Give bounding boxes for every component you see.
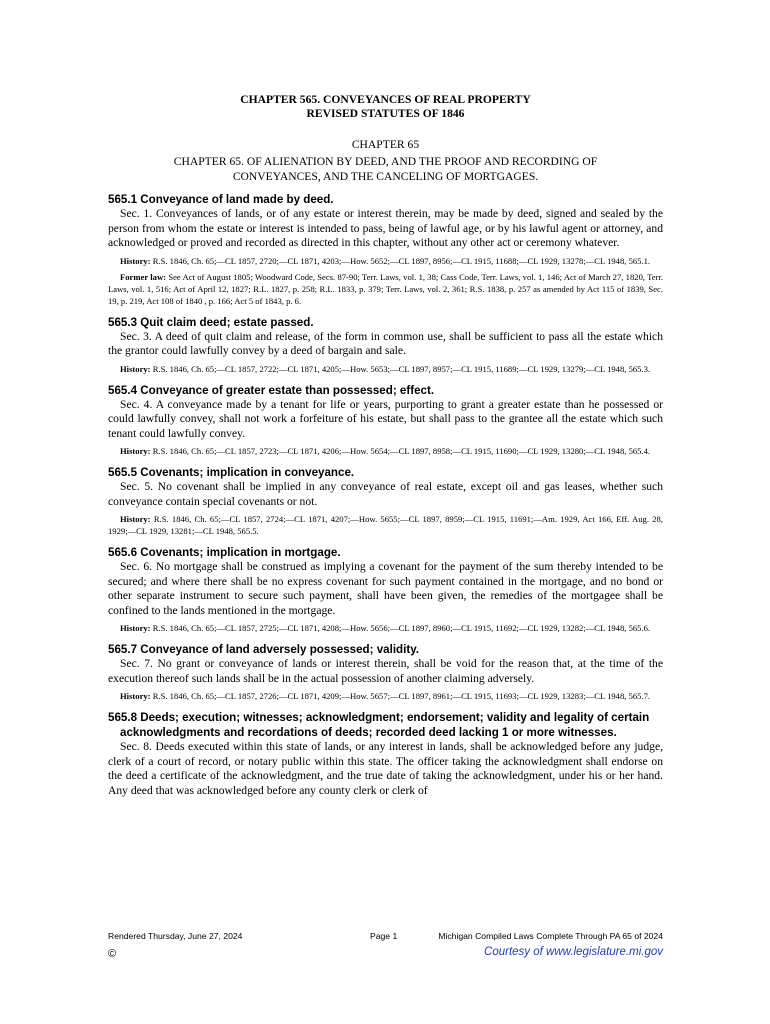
section-heading: 565.6 Covenants; implication in mortgage. <box>108 546 341 559</box>
history-label: History: <box>120 446 151 456</box>
history-text: R.S. 1846, Ch. 65;—CL 1857, 2724;—CL 1871, 4207;—How. 5655;—CL 1897, 8959;—CL 1915, 11691;—Am. 1929, Act 166, Eff. Aug. 28, 1929;—CL 1929, 13281;—CL 1948, 565.5. <box>108 514 663 536</box>
history-text: R.S. 1846, Ch. 65;—CL 1857, 2722;—CL 1871, 4205;—How. 5653;—CL 1897, 8957;—CL 1915, 11689;—CL 1929, 13279;—CL 1948, 565.3. <box>152 363 651 374</box>
section-history <box>108 513 663 537</box>
former-law-label: Former law: <box>120 271 167 282</box>
history-text: R.S. 1846, Ch. 65;—CL 1857, 2723;—CL 1871, 4206;—How. 5654;—CL 1897, 8958;—CL 1915, 11690;—CL 1929, 13280;—CL 1948, 565.4. <box>152 446 651 456</box>
footer-compiled-through: Michigan Compiled Laws Complete Through PA 65 of 2024 <box>438 931 663 941</box>
section-history <box>108 622 663 634</box>
section-565-5 <box>108 465 663 537</box>
section-history <box>108 445 663 457</box>
section-heading: 565.1 Conveyance of land made by deed. <box>108 193 334 206</box>
section-heading: 565.4 Conveyance of greater estate than possessed; effect. <box>108 383 435 397</box>
section-history <box>108 690 663 702</box>
section-565-1 <box>108 192 663 307</box>
section-heading: 565.3 Quit claim deed; estate passed. <box>108 315 314 329</box>
document-content <box>108 93 663 798</box>
section-body: Sec. 7. No grant or conveyance of lands or interest therein, shall be void for the reason that, at the time of the execution thereof such lands shall be in the actual possession of another claiming adversely. <box>108 657 663 685</box>
section-body: Sec. 5. No covenant shall be implied in any conveyance of real estate, except oil and gas leases, whether such conveyance contain special covenants or not. <box>108 480 663 508</box>
section-565-4 <box>108 383 663 458</box>
section-history <box>108 255 663 267</box>
footer-rendered-date: Rendered Thursday, June 27, 2024 <box>108 931 243 941</box>
section-body: Sec. 3. A deed of quit claim and release, of the form in common use, shall be sufficient to pass all the estate which the grantor could lawfully convey by a deed of bargain and sale. <box>108 329 663 357</box>
chapter-title <box>108 93 663 121</box>
chapter-title-line-2: REVISED STATUTES OF 1846 <box>306 107 465 120</box>
history-text: R.S. 1846, Ch. 65;—CL 1857, 2725;—CL 1871, 4208;—How. 5656;—CL 1897, 8960;—CL 1915, 11692;—CL 1929, 13282;—CL 1948, 565.6. <box>152 623 651 633</box>
chapter-number: CHAPTER 65 <box>351 138 420 151</box>
section-body: Sec. 1. Conveyances of lands, or of any estate or interest therein, may be made by deed, signed and sealed by the person from whom the estate or interest is intended to pass, being of lawful age, or by his lawful agent or attorney, and acknowledged or proved and recorded as directed in this chapter, without any other act or ceremony whatever. <box>108 207 663 249</box>
history-text: R.S. 1846, Ch. 65;—CL 1857, 2720;—CL 1871, 4203;—How. 5652;—CL 1897, 8956;—CL 1915, 11688;—CL 1929, 13278;—CL 1948, 565.1. <box>152 255 651 266</box>
section-heading: 565.7 Conveyance of land adversely possessed; validity. <box>108 643 420 656</box>
chapter-subtitle <box>108 154 663 184</box>
section-body: Sec. 8. Deeds executed within this state of lands, or any interest in lands, shall be acknowledged before any judge, clerk of a court of record, or notary public within this state. The officer taking the acknowledgment shall endorse on the deed a certificate of the acknowledgment, and the true date of taking the acknowledgment, under his or her hand. Any deed that was acknowledged before any county clerk or clerk of <box>108 740 663 797</box>
history-label: History: <box>120 255 151 266</box>
section-heading: 565.5 Covenants; implication in conveyance. <box>108 466 355 479</box>
chapter-subtitle-line-1: CHAPTER 65. OF ALIENATION BY DEED, AND THE PROOF AND RECORDING OF <box>173 155 598 168</box>
history-label: History: <box>120 514 151 524</box>
courtesy-link[interactable]: Courtesy of www.legislature.mi.gov <box>484 946 663 958</box>
section-body: Sec. 4. A conveyance made by a tenant for life or years, purporting to grant a greater estate than he possessed or could lawfully convey, shall not work a forfeiture of his estate, but shall pass to the grantee all the estate which such tenant could lawfully convey. <box>108 397 663 440</box>
history-label: History: <box>120 623 151 633</box>
history-label: History: <box>120 363 151 374</box>
footer-page-number: Page 1 <box>370 931 398 941</box>
section-565-6 <box>108 545 663 634</box>
copyright-symbol: © <box>108 948 117 960</box>
history-label: History: <box>120 691 151 701</box>
section-heading: 565.8 Deeds; execution; witnesses; acknowledgment; endorsement; validity and legality of certain acknowledgments and recordations of deeds; recorded deed lacking 1 or more witnesses. <box>108 711 650 739</box>
section-body: Sec. 6. No mortgage shall be construed as implying a covenant for the payment of the sum thereby intended to be secured; and where there shall be no express covenant for such payment contained in the mortgage, and no bond or other separate instrument to secure such payment, shall have been given, the remedies of the mortgagee shall be confined to the lands mentioned in the mortgage. <box>108 560 663 617</box>
history-text: R.S. 1846, Ch. 65;—CL 1857, 2726;—CL 1871, 4209;—How. 5657;—CL 1897, 8961;—CL 1915, 11693;—CL 1929, 13283;—CL 1948, 565.7. <box>152 691 651 701</box>
chapter-subtitle-line-2: CONVEYANCES, AND THE CANCELING OF MORTGAGES. <box>232 170 539 183</box>
section-565-8 <box>108 710 663 798</box>
section-former-law <box>108 271 663 307</box>
section-history <box>108 363 663 375</box>
former-law-text: See Act of August 1805; Woodward Code, Secs. 87-90; Terr. Laws, vol. 1, 38; Cass Code, Terr. Laws, vol. 1, 146; Act of March 27, 1820, Terr. Laws, vol. 1, 516; Act of April 12, 1827; R.L. 1827, p. 258; R.L. 1833, p. 379; Terr. Laws, vol. 2, 361; R.S. 1838, p. 257 as amended by Act 115 of 1839, Sec. 19, p. 219, Act 108 of 1840 , p. 166; Act 5 of 1843, p. 6. <box>108 271 663 306</box>
chapter-title-line-1: CHAPTER 565. CONVEYANCES OF REAL PROPERTY <box>240 93 531 106</box>
section-565-3 <box>108 315 663 375</box>
section-565-7 <box>108 642 663 702</box>
